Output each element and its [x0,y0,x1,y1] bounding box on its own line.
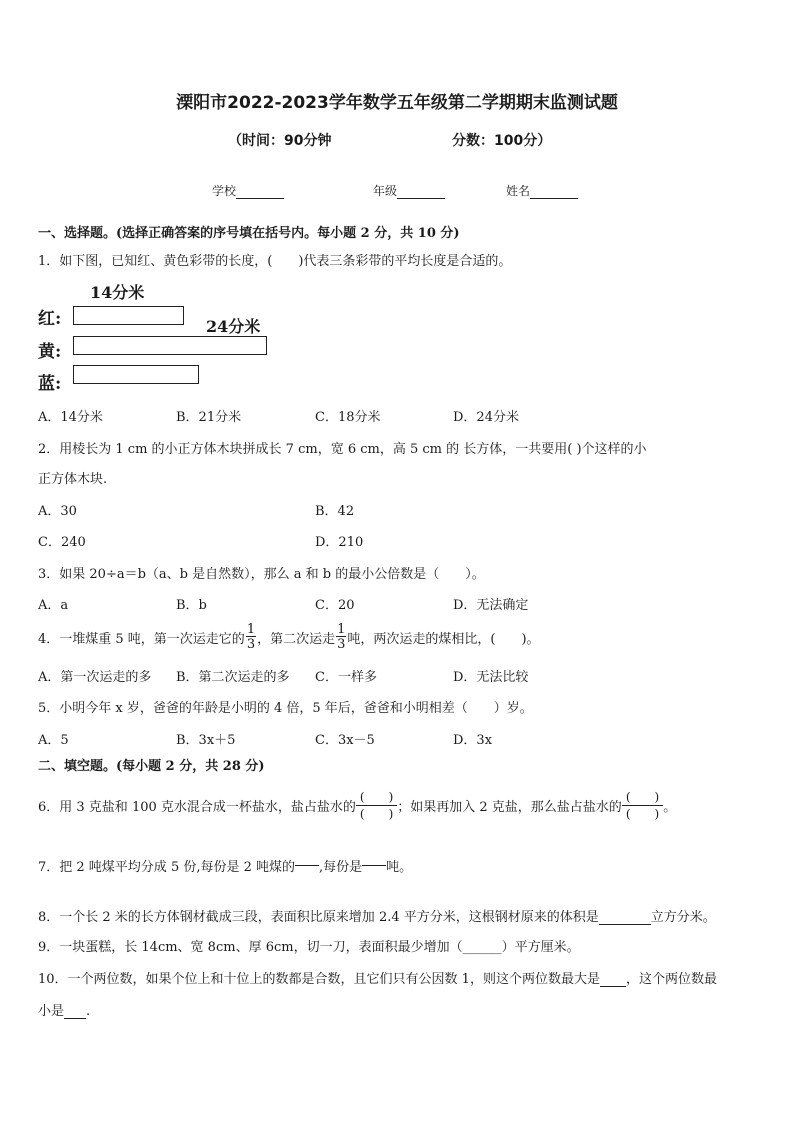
q6-post: 。 [663,799,677,815]
q3-option-a[interactable]: A．a [38,598,69,613]
q6-mid: ；如果再加入 2 克盐，那么盐占盐水的 [397,799,622,815]
section1-header: 一、选择题。(选择正确答案的序号填在括号内。每小题 2 分，共 10 分) [38,226,460,241]
q2-option-b[interactable]: B．42 [315,504,355,519]
q10-line1-pre: 10．一个两位数，如果个位上和十位上的数都是合数，且它们只有公因数 1，则这个两位数最大是 [38,972,600,987]
q10-line2-pre: 小是 [38,1004,65,1019]
q2-text-line1: 2．用棱长为 1 cm 的小正方体木块拼成长 7 cm，宽 6 cm，高 5 cm 的 长方体，一共要用( )个这样的小 [38,442,647,457]
q7-post: 吨。 [386,859,413,875]
q5-text: 5．小明今年 x 岁，爸爸的年龄是小明的 4 倍，5 年后，爸爸和小明相差（ ）岁。 [38,701,533,716]
q4-post: 吨，两次运走的煤相比，( )。 [347,631,540,647]
q5-option-b[interactable]: B．3x＋5 [176,733,236,748]
q7-text [38,850,412,880]
q10-answer-max[interactable] [600,972,626,987]
grade-blank[interactable] [397,184,445,199]
q6-answer-1-den[interactable]: ( ) [359,806,394,821]
q3-option-d[interactable]: D．无法确定 [453,598,529,613]
q4-option-d[interactable]: D．无法比较 [453,670,529,685]
q3-option-b[interactable]: B．b [176,598,207,613]
q5-option-c[interactable]: C．3x－5 [315,733,375,748]
q1-text: 1．如下图，已知红、黄色彩带的长度，( )代表三条彩带的平均长度是合适的。 [38,254,512,269]
q2-option-c[interactable]: C．240 [38,535,86,550]
q7-answer-2-num[interactable] [362,857,386,866]
page-title: 溧阳市2022-2023学年数学五年级第二学期期末监测试题 [176,93,618,113]
q6-answer-1[interactable] [356,791,397,820]
q4-fraction-1 [246,623,256,651]
q4-fraction-2-num: 1 [337,622,346,637]
q8-pre: 8．一个长 2 米的长方体钢材截成三段，表面积比原来增加 2.4 平方分米，这根钢材原来的体积是 [38,910,599,925]
name-blank[interactable] [530,184,578,199]
q4-pre: 4．一堆煤重 5 吨，第一次运走它的 [38,631,245,647]
q7-pre: 7．把 2 吨煤平均分成 5 份,每份是 2 吨煤的 [38,859,296,875]
q6-answer-1-num[interactable]: ( ) [356,791,397,806]
q6-answer-2[interactable] [622,791,663,820]
exam-time: （时间：90分钟 [228,133,332,149]
q7-answer-2-den[interactable] [362,866,386,874]
name-label: 姓名 [506,184,531,198]
name-field[interactable] [506,182,578,199]
q7-mid: ,每份是 [319,859,363,875]
q10-line2-post: . [86,1004,91,1019]
q6-text [38,784,676,826]
q7-answer-1-den[interactable] [295,866,319,874]
red-ribbon [73,306,184,325]
q10-line1-post: ，这个两位数最 [625,972,717,987]
ribbon-figure [38,280,278,395]
grade-field[interactable] [373,182,445,199]
q3-option-c[interactable]: C．20 [315,598,355,613]
q2-option-d[interactable]: D．210 [315,535,364,550]
q8-answer-blank[interactable] [599,910,651,925]
q9-text: 9．一块蛋糕，长 14cm、宽 8cm、厚 6cm，切一刀，表面积最少增加（______）平方厘米。 [38,940,580,955]
q10-text-line1 [38,968,717,987]
q5-option-a[interactable]: A．5 [38,733,69,748]
q6-answer-2-den[interactable]: ( ) [625,806,660,821]
section2-header: 二、填空题。(每小题 2 分，共 28 分) [38,759,265,774]
yellow-label: 黄: [38,342,62,362]
q6-answer-2-num[interactable]: ( ) [622,791,663,806]
q4-fraction-2-den: 3 [337,637,346,652]
yellow-length-label: 24分米 [206,317,261,336]
school-field[interactable] [212,182,284,199]
red-length-label: 14分米 [90,283,145,302]
q10-answer-min[interactable] [64,1004,86,1019]
q4-option-c[interactable]: C．一样多 [315,670,377,685]
q4-fraction-2 [336,623,346,651]
q1-option-c[interactable]: C．18分米 [315,410,381,425]
yellow-ribbon [73,336,267,355]
red-label: 红: [38,309,62,329]
exam-score: 分数：100分） [452,133,552,149]
q6-pre: 6．用 3 克盐和 100 克水混合成一杯盐水，盐占盐水的 [38,799,356,815]
q8-text [38,906,716,925]
q4-option-b[interactable]: B．第二次运走的多 [176,670,290,685]
q2-text-line2: 正方体木块. [38,472,108,487]
q1-option-d[interactable]: D．24分米 [453,410,519,425]
blue-label: 蓝: [38,374,62,394]
q10-text-line2 [38,1000,90,1019]
q8-post: 立方分米。 [650,910,716,925]
q7-answer-1-num[interactable] [295,857,319,866]
q5-option-d[interactable]: D．3x [453,733,493,748]
q4-option-a[interactable]: A．第一次运走的多 [38,670,152,685]
blue-ribbon [73,365,199,384]
school-label: 学校 [212,184,237,198]
q2-option-a[interactable]: A．30 [38,504,77,519]
q7-answer-2[interactable] [362,857,386,874]
grade-label: 年级 [373,184,398,198]
q7-answer-1[interactable] [295,857,319,874]
school-blank[interactable] [236,184,284,199]
q4-fraction-1-num: 1 [246,622,256,637]
q4-text [38,620,540,654]
q3-text: 3．如果 20÷a＝b（a、b 是自然数），那么 a 和 b 的最小公倍数是（ ）。 [38,567,485,582]
q4-fraction-1-den: 3 [246,637,256,652]
q1-option-a[interactable]: A．14分米 [38,410,103,425]
q4-mid: ，第二次运走 [257,631,336,647]
q1-option-b[interactable]: B．21分米 [176,410,242,425]
